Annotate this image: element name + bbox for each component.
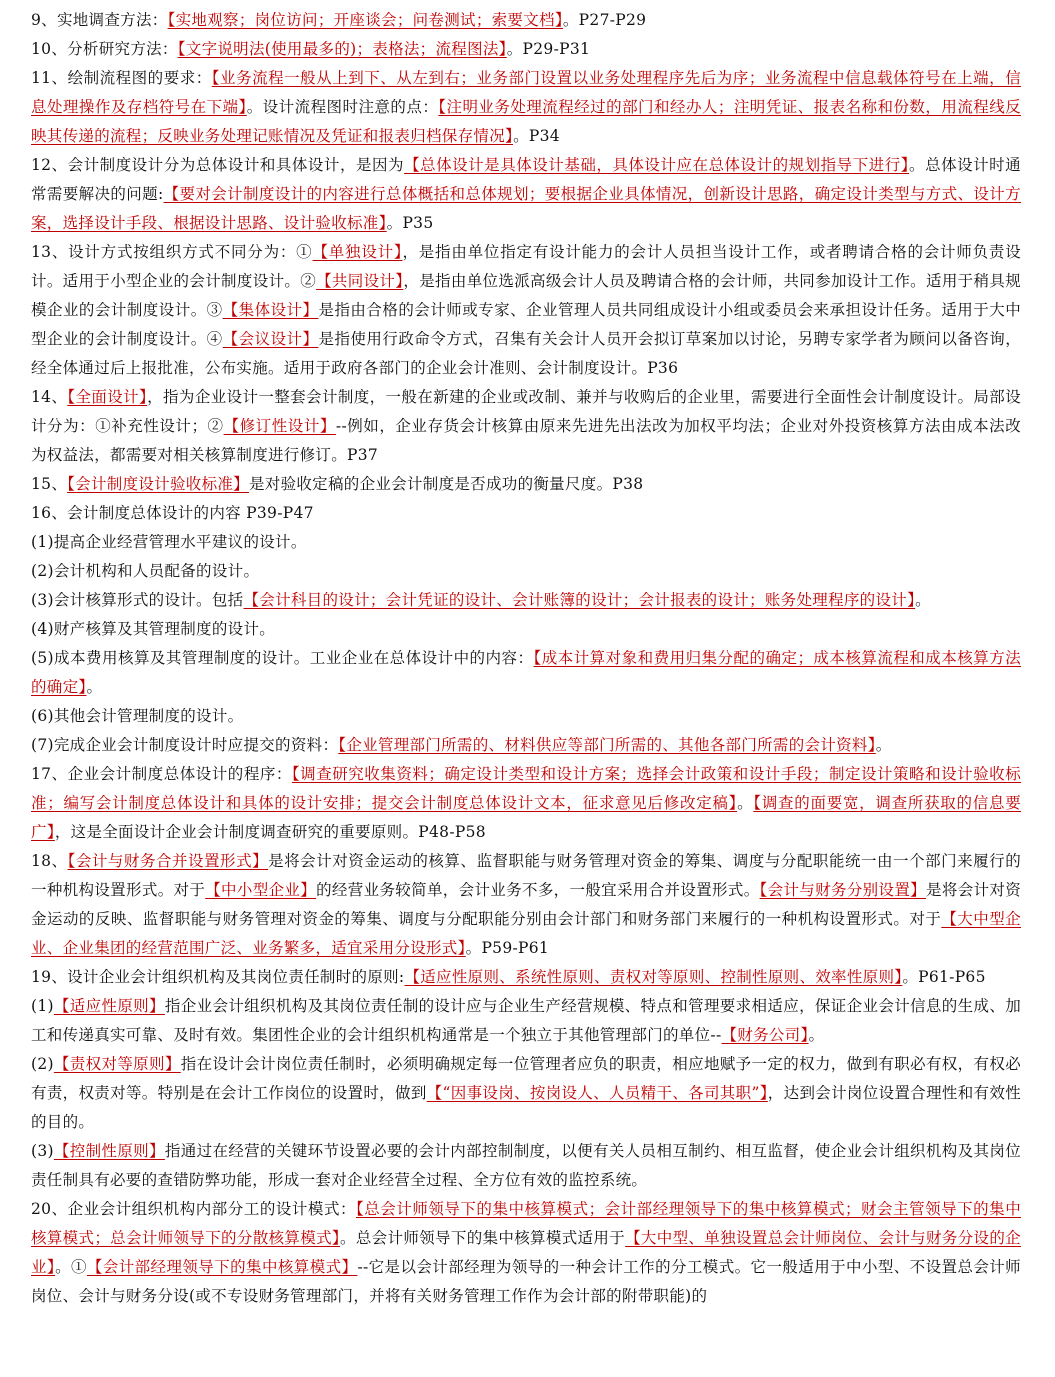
text-run: ，这是全面设计企业会计制度调查研究的重要原则。P48-P58 xyxy=(54,823,486,841)
text-run: --它是以会计部经理为领导的一种会计工作的分工模式。它一般适用于中小型、不设置总会计师岗位、会计与财务分设(或不专设财务管理部门，并将有关财务管理工作作为会计部的附带职能)的 xyxy=(31,1258,1021,1305)
text-run: 12、会计制度设计分为总体设计和具体设计，是因为 xyxy=(31,156,405,174)
paragraph xyxy=(31,702,1021,731)
text-run: (2) xyxy=(31,1055,54,1073)
highlighted-answer: 【会计与财务合并设置形式】 xyxy=(67,852,269,870)
paragraph xyxy=(31,557,1021,586)
text-run: 是将会计对资金运动的反映、监督职能与财务管理对资金的筹集、调度与分配职能分别由会计部门和财务部门来履行的一种机构设置形式。对于 xyxy=(31,881,1022,928)
text-run: ，指为企业设计一整套会计制度，一般在新建的企业或改制、兼并与收购后的企业里，需要进行全面性会计制度设计。局部设计分为：①补充性设计；② xyxy=(31,388,1021,435)
text-run: 。P29-P31 xyxy=(506,40,591,58)
paragraph xyxy=(31,35,1021,64)
text-run: 18、 xyxy=(31,852,68,870)
text-run: 指在设计会计岗位责任制时，必须明确规定每一位管理者应负的职责，相应地赋予一定的权力，做到有职必有权，有权必有责，权责对等。特别是在会计工作岗位的设置时，做到 xyxy=(31,1055,1022,1102)
highlighted-answer: 【会计与财务分别设置】 xyxy=(759,881,927,899)
paragraph xyxy=(31,644,1021,702)
text-run: (4)财产核算及其管理制度的设计。 xyxy=(31,620,276,638)
text-run: 15、 xyxy=(31,475,68,493)
highlighted-answer: 【控制性原则】 xyxy=(53,1142,165,1160)
text-run: 是指由合格的会计师或专家、企业管理人员共同组成设计小组或委员会来承担设计任务。适用于大中型企业的会计制度设计。④ xyxy=(31,301,1022,348)
text-run: (5)成本费用核算及其管理制度的设计。工业企业在总体设计中的内容： xyxy=(31,649,534,667)
paragraph xyxy=(31,615,1021,644)
text-run: ，达到会计岗位设置合理性和有效性的目的。 xyxy=(31,1084,1021,1131)
highlighted-answer: 【企业管理部门所需的、材料供应等部门所需的、其他各部门所需的会计资料】 xyxy=(338,736,876,754)
highlighted-answer: 【共同设计】 xyxy=(316,272,404,290)
highlighted-answer: 【要对会计制度设计的内容进行总体概括和总体规划；要根据企业具体情况，创新设计思路，确定设计类型与方式、设计方案，选择设计手段、根据设计思路、设计验收标准】 xyxy=(31,185,1021,232)
text-run: 19、设计企业会计组织机构及其岗位责任制时的原则: xyxy=(31,968,405,986)
highlighted-answer: 【适应性原则】 xyxy=(53,997,165,1015)
text-run: 是将会计对资金运动的核算、监督职能与财务管理对资金的筹集、调度与分配职能统一由一个部门来履行的一种机构设置形式。对于 xyxy=(31,852,1022,899)
text-run: 。P61-P65 xyxy=(902,968,986,986)
paragraph xyxy=(31,470,1021,499)
text-run: 。P27-P29 xyxy=(562,11,647,29)
highlighted-answer: 【成本计算对象和费用归集分配的确定；成本核算流程和成本核算方法的确定】 xyxy=(31,649,1022,696)
text-run: 14、 xyxy=(31,388,68,406)
highlighted-answer: 【会计科目的设计；会计凭证的设计、会计账簿的设计；会计报表的设计；账务处理程序的设计】 xyxy=(243,591,916,609)
text-run: (7)完成企业会计制度设计时应提交的资料： xyxy=(31,736,339,754)
highlighted-answer: 【全面设计】 xyxy=(67,388,148,406)
paragraph xyxy=(31,1195,1021,1311)
highlighted-answer: 【财务公司】 xyxy=(721,1026,809,1044)
highlighted-answer: 【“因事设岗、按岗设人、人员精干、各司其职”】 xyxy=(426,1084,768,1102)
text-run: 是对验收定稿的企业会计制度是否成功的衡量尺度。P38 xyxy=(248,475,644,493)
text-run: --例如，企业存货会计核算由原来先进先出法改为加权平均法；企业对外投资核算方法由成本法改为权益法，都需要对相关核算制度进行修订。P37 xyxy=(31,417,1021,464)
highlighted-answer: 【会计部经理领导下的集中核算模式】 xyxy=(86,1258,358,1276)
text-run: 。 xyxy=(737,794,754,812)
text-run: ，是指由单位指定有设计能力的会计人员担当设计工作，或者聘请合格的会计师负责设计。适用于小型企业的会计制度设计。② xyxy=(31,243,1022,290)
paragraph xyxy=(31,64,1021,151)
text-run: 。 xyxy=(875,736,892,754)
highlighted-answer: 【会计制度设计验收标准】 xyxy=(67,475,249,493)
text-run: (1)提高企业经营管理水平建议的设计。 xyxy=(31,533,307,551)
text-run: 13、设计方式按组织方式不同分为：① xyxy=(31,243,313,261)
text-run: 。P35 xyxy=(386,214,434,232)
highlighted-answer: 【注明业务处理流程经过的部门和经办人；注明凭证、报表名称和份数，用流程线反映其传递的流程；反映业务处理记账情况及凭证和报表归档保存情况】 xyxy=(31,98,1022,145)
paragraph xyxy=(31,151,1021,238)
text-run: 。总体设计时通常需要解决的问题: xyxy=(31,156,1021,203)
text-run: 。 xyxy=(86,678,103,696)
paragraph xyxy=(31,586,1021,615)
text-run: 。总会计师领导下的集中核算模式适用于 xyxy=(340,1229,626,1247)
highlighted-answer: 【总体设计是具体设计基础，具体设计应在总体设计的规划指导下进行】 xyxy=(404,156,910,174)
text-run: 。P59-P61 xyxy=(465,939,550,957)
text-run: 17、企业会计制度总体设计的程序： xyxy=(31,765,292,783)
paragraph xyxy=(31,1050,1021,1137)
text-run: (6)其他会计管理制度的设计。 xyxy=(31,707,244,725)
highlighted-answer: 【集体设计】 xyxy=(222,301,319,319)
text-run: 的经营业务较简单，会计业务不多，一般宜采用合并设置形式。 xyxy=(316,881,760,899)
text-run: 。 xyxy=(808,1026,825,1044)
highlighted-answer: 【大中型企业、企业集团的经营范围广泛、业务繁多，适宜采用分设形式】 xyxy=(31,910,1021,957)
paragraph xyxy=(31,6,1021,35)
text-run: 指通过在经营的关键环节设置必要的会计内部控制制度，以便有关人员相互制约、相互监督，使企业会计组织机构及其岗位责任制具有必要的查错防弊功能，形成一套对企业经营全过程、全方位有效的监控系统。 xyxy=(31,1142,1021,1189)
text-run: 16、会计制度总体设计的内容 P39-P47 xyxy=(31,504,314,522)
paragraph xyxy=(31,499,1021,528)
text-run: 9、实地调查方法： xyxy=(31,11,168,29)
paragraph xyxy=(31,760,1021,847)
text-run: 是指使用行政命令方式，召集有关会计人员开会拟订草案加以讨论，另聘专家学者为顾问以备咨询，经全体通过后上报批准，公布实施。适用于政府各部门的企业会计准则、会计制度设计。P36 xyxy=(31,330,1022,377)
text-run: (3)会计核算形式的设计。包括 xyxy=(31,591,244,609)
highlighted-answer: 【实地观察；岗位访问；开座谈会；问卷测试；索要文档】 xyxy=(167,11,563,29)
paragraph xyxy=(31,528,1021,557)
paragraph xyxy=(31,992,1021,1050)
highlighted-answer: 【适应性原则、系统性原则、责权对等原则、控制性原则、效率性原则】 xyxy=(404,968,903,986)
text-run: 20、企业会计组织机构内部分工的设计模式： xyxy=(31,1200,356,1218)
highlighted-answer: 【会议设计】 xyxy=(222,330,319,348)
highlighted-answer: 【修订性设计】 xyxy=(223,417,336,435)
text-run: 。① xyxy=(55,1258,87,1276)
text-run: 指企业会计组织机构及其岗位责任制的设计应与企业生产经营规模、特点和管理要求相适应，保证企业会计信息的生成、加工和传递真实可靠、及时有效。集团性企业的会计组织机构通常是一个独立于其他管理部门的单位-- xyxy=(31,997,1021,1044)
highlighted-answer: 【单独设计】 xyxy=(312,243,403,261)
highlighted-answer: 【调查的面要宽，调查所获取的信息要广】 xyxy=(31,794,1021,841)
highlighted-answer: 【中小型企业】 xyxy=(205,881,317,899)
paragraph xyxy=(31,1137,1021,1195)
text-run: 10、分析研究方法： xyxy=(31,40,178,58)
highlighted-answer: 【调查研究收集资料；确定设计类型和设计方案；选择会计政策和设计手段；制定设计策略和设计验收标准；编写会计制度总体设计和具体的设计安排；提交会计制度总体设计文本，征求意见后修改定稿】 xyxy=(31,765,1021,812)
text-run: 。 xyxy=(915,591,931,609)
highlighted-answer: 【大中型、单独设置总会计师岗位、会计与财务分设的企业】 xyxy=(31,1229,1021,1276)
text-run: (1) xyxy=(31,997,54,1015)
text-run: 。设计流程图时注意的点： xyxy=(246,98,439,116)
highlighted-answer: 【业务流程一般从上到下、从左到右；业务部门设置以业务处理程序先后为序；业务流程中信息载体符号在上端，信息处理操作及存档符号在下端】 xyxy=(31,69,1021,116)
paragraph xyxy=(31,383,1021,470)
paragraph xyxy=(31,238,1021,383)
paragraph xyxy=(31,847,1021,963)
highlighted-answer: 【文字说明法(使用最多的)；表格法；流程图法】 xyxy=(177,40,507,58)
text-run: ，是指由单位选派高级会计人员及聘请合格的会计师，共同参加设计工作。适用于稍具规模企业的会计制度设计。③ xyxy=(31,272,1021,319)
paragraph xyxy=(31,731,1021,760)
paragraph xyxy=(31,963,1021,992)
text-run: 。P34 xyxy=(513,127,560,145)
text-run: (3) xyxy=(31,1142,54,1160)
highlighted-answer: 【总会计师领导下的集中核算模式；会计部经理领导下的集中核算模式；财会主管领导下的集中核算模式；总会计师领导下的分散核算模式】 xyxy=(31,1200,1022,1247)
document-body xyxy=(31,6,1021,1311)
highlighted-answer: 【责权对等原则】 xyxy=(53,1055,181,1073)
text-run: (2)会计机构和人员配备的设计。 xyxy=(31,562,260,580)
text-run: 11、绘制流程图的要求： xyxy=(31,69,212,87)
